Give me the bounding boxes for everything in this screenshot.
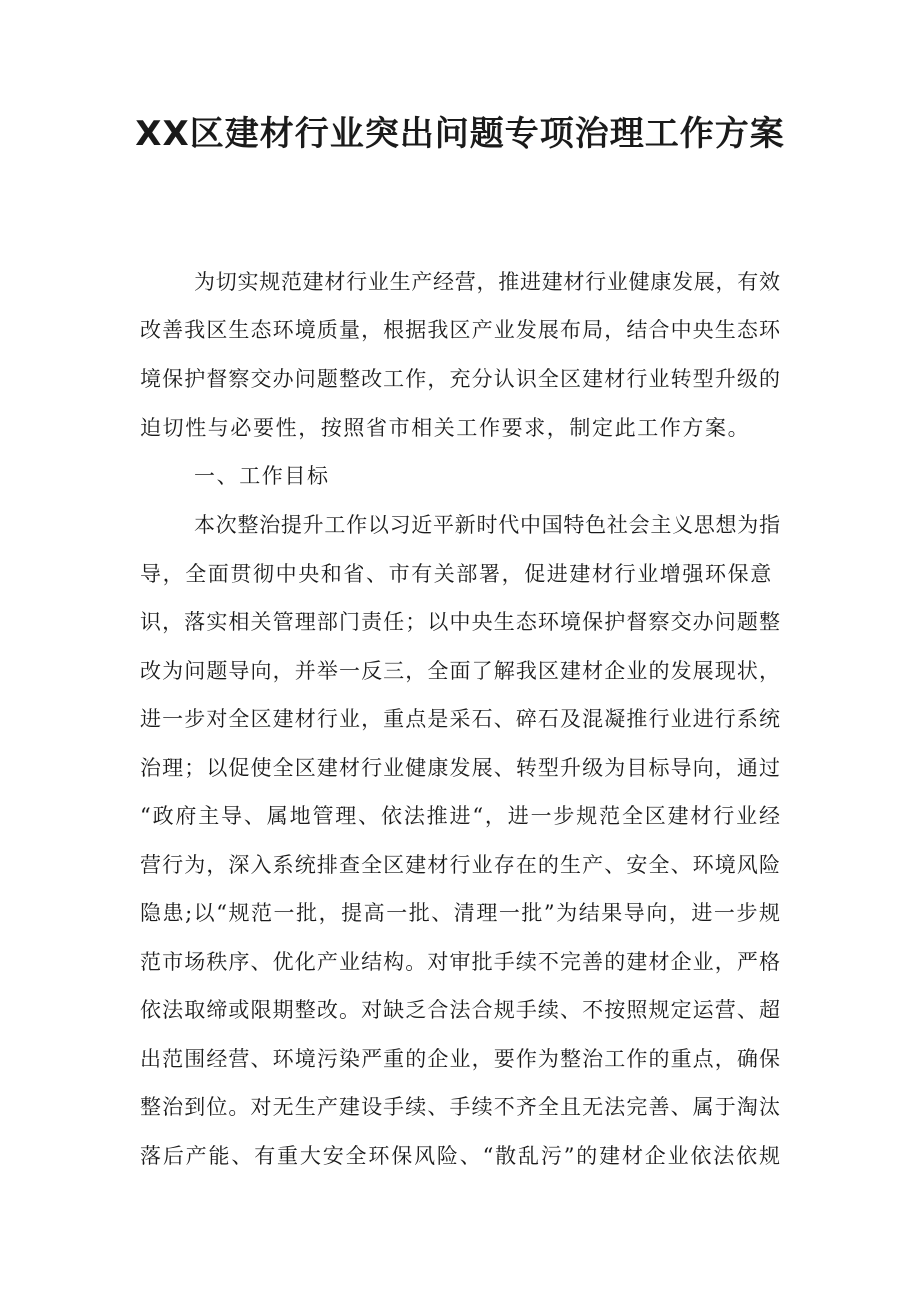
paragraph-2-line-2: 导，全面贯彻中央和省、市有关部署，促进建材行业增强环保意: [140, 562, 773, 586]
paragraph-2-line-12: 出范围经营、环境污染严重的企业，要作为整治工作的重点，确保: [140, 1047, 780, 1071]
paragraph-2-line-9: 隐患;以“规范一批，提高一批、清理一批”为结果导向，进一步规: [140, 901, 780, 925]
paragraph-1-line-3: 境保护督察交办问题整改工作，充分认识全区建材行业转型升级的: [140, 367, 780, 391]
paragraph-2-line-10: 范市场秩序、优化产业结构。对审批手续不完善的建材企业，严格: [140, 950, 780, 974]
paragraph-2-line-13: 整治到位。对无生产建设手续、手续不齐全且无法完善、属于淘汰: [140, 1095, 780, 1119]
paragraph-1-line-2: 改善我区生态环境质量，根据我区产业发展布局，结合中央生态环: [140, 318, 780, 342]
paragraph-2-line-11: 依法取缔或限期整改。对缺乏合法合规手续、不按照规定运营、超: [140, 998, 780, 1022]
paragraph-2-line-1: 本次整治提升工作以习近平新时代中国特色社会主义思想为指: [194, 513, 780, 537]
paragraph-2-line-14: 落后产能、有重大安全环保风险、“散乱污”的建材企业依法依规: [140, 1144, 780, 1168]
paragraph-2-line-5: 进一步对全区建材行业，重点是采石、碎石及混凝推行业进行系统: [140, 707, 780, 731]
paragraph-2-line-3: 识，落实相关管理部门责任；以中央生态环境保护督察交办问题整: [140, 610, 780, 634]
paragraph-1-line-1: 为切实规范建材行业生产经营，推进建材行业健康发展，有效: [194, 270, 780, 294]
paragraph-1-line-4: 迫切性与必要性，按照省市相关工作要求，制定此工作方案。: [140, 416, 751, 440]
paragraph-2-line-4: 改为问题导向，并举一反三，全面了解我区建材企业的发展现状，: [140, 659, 780, 683]
document-title: XX区建材行业突出问题专项治理工作方案: [135, 114, 785, 154]
section-heading: 一、工作目标: [194, 464, 330, 488]
paragraph-2-line-6: 治理；以促使全区建材行业健康发展、转型升级为目标导向，通过: [140, 756, 780, 780]
paragraph-2-line-8: 营行为，深入系统排查全区建材行业存在的生产、安全、环境风险: [140, 853, 780, 877]
paragraph-2-line-7: “政府主导、属地管理、依法推进“，进一步规范全区建材行业经: [140, 804, 780, 828]
